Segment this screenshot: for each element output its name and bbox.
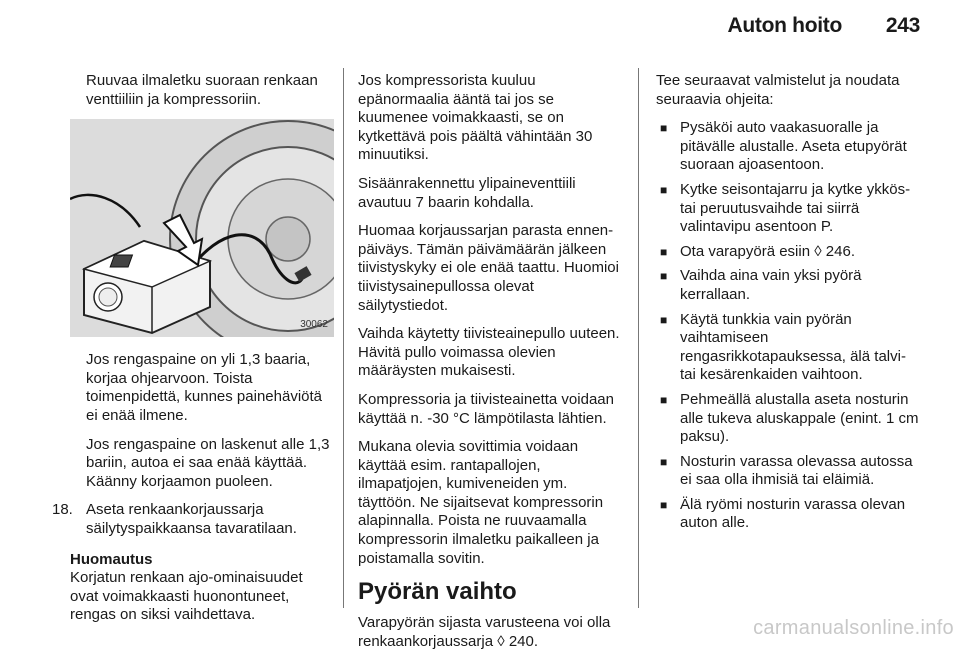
compressor-illustration — [70, 119, 334, 337]
list-item-text: Nosturin varassa olevassa autossa ei saa olla ihmisiä tai eläimiä. — [680, 452, 913, 489]
bullet-icon: ■ — [660, 312, 668, 327]
list-item — [656, 267, 924, 304]
page-header — [0, 0, 960, 60]
list-item — [656, 453, 924, 490]
section-heading: Pyörän vaihto — [358, 578, 517, 606]
list-item-text: Käytä tunkkia vain pyörän vaihtamiseen rengasrikkotapauksessa, älä talvi- tai kesärenkaiden vaihtoon. — [680, 310, 906, 384]
list-item — [656, 181, 924, 237]
paragraph: Jos rengaspaine on laskenut alle 1,3 bariin, autoa ei saa enää käyttää. Käänny korjaamon puoleen. — [86, 435, 330, 490]
page-number: 243 — [885, 14, 920, 37]
list-item — [656, 496, 924, 533]
list-item-text: Vaihda aina vain yksi pyörä kerrallaan. — [680, 267, 862, 303]
bullet-icon: ■ — [660, 454, 668, 469]
note-text: Korjatun renkaan ajo-ominaisuudet ovat voimakkaasti huonontuneet, rengas on siksi vaihdettava. — [70, 569, 303, 624]
paragraph: Sisäänrakennettu ylipaineventtiili avautuu 7 baarin kohdalla. — [358, 174, 576, 211]
figure-number: 30062 — [300, 318, 328, 330]
list-item — [656, 311, 924, 385]
paragraph: Tee seuraavat valmistelut ja noudata seuraavia ohjeita: — [656, 72, 900, 108]
bullet-icon: ■ — [660, 121, 668, 136]
list-item-text: Älä ryömi nosturin varassa olevan auton alle. — [680, 495, 906, 532]
step-item — [52, 501, 334, 538]
column-1 — [52, 72, 334, 625]
step-text: Aseta renkaankorjaussarja säilytyspaikkaansa tavaratilaan. — [86, 501, 297, 537]
list-item-text: Pehmeällä alustalla aseta nosturin alle tukeva aluskappale (enint. 1 cm paksu). — [680, 390, 919, 446]
watermark: carmanualsonline.info — [753, 617, 954, 639]
column-divider — [638, 68, 639, 608]
paragraph: Huomaa korjaussarjan parasta ennen-päiväys. Tämän päivämäärän jälkeen tiivistyskyky ei ole enää taattu. Huomioi tiivistysainepullossa olevat säilytystiedot. — [358, 222, 619, 314]
paragraph: Vaihda käytetty tiivisteainepullo uuteen. Hävitä pullo voimassa olevien määräysten mukaisesti. — [358, 325, 620, 380]
paragraph: Kompressoria ja tiivisteainetta voidaan käyttää n. -30 °C lämpötilasta lähtien. — [358, 390, 614, 427]
list-item — [656, 119, 924, 175]
list-item — [656, 391, 924, 447]
column-divider — [343, 68, 344, 608]
paragraph: Jos kompressorista kuuluu epänormaalia ääntä tai jos se kuumenee voimakkaasti, se on kytkettävä pois päältä vähintään 30 minuutiksi. — [358, 72, 593, 164]
column-3 — [656, 72, 924, 539]
bullet-icon: ■ — [660, 244, 668, 259]
list-item-text: Kytke seisontajarru ja kytke ykkös- tai peruutusvaihde tai siirrä valintavipu asentoon P. — [680, 180, 911, 236]
section-title: Auton hoito — [727, 14, 842, 37]
note-title: Huomautus — [70, 550, 153, 568]
bullet-icon: ■ — [660, 182, 668, 197]
column-2 — [358, 72, 624, 661]
paragraph: Varapyörän sijasta varusteena voi olla renkaankorjaussarja ◊ 240. — [358, 614, 611, 650]
list-item — [656, 243, 924, 262]
step-number: 18. — [52, 501, 73, 519]
bullet-icon: ■ — [660, 269, 668, 284]
bullet-icon: ■ — [660, 392, 668, 407]
list-item-text: Ota varapyörä esiin ◊ 246. — [680, 242, 856, 260]
paragraph: Mukana olevia sovittimia voidaan käyttää esim. rantapallojen, ilmapatjojen, kumiveneiden ym. täyttöön. Ne sijaitsevat kompressorin alapinnalla. Poista ne ruuvaamalla kompressorin ilmaletku paikalleen ja poistamalla sovitin. — [358, 438, 604, 567]
compressor-drawing — [70, 119, 334, 337]
bullet-icon: ■ — [660, 497, 668, 512]
list-item-text: Pysäköi auto vaakasuoralle ja pitävälle alustalle. Aseta etupyörät suoraan ajoasentoon. — [680, 119, 907, 174]
paragraph: Ruuvaa ilmaletku suoraan renkaan venttiiliin ja kompressoriin. — [86, 72, 318, 108]
paragraph: Jos rengaspaine on yli 1,3 baaria, korjaa ohjearvoon. Toista toimenpidettä, kunnes painehäviötä ei enää ilmene. — [86, 351, 323, 424]
